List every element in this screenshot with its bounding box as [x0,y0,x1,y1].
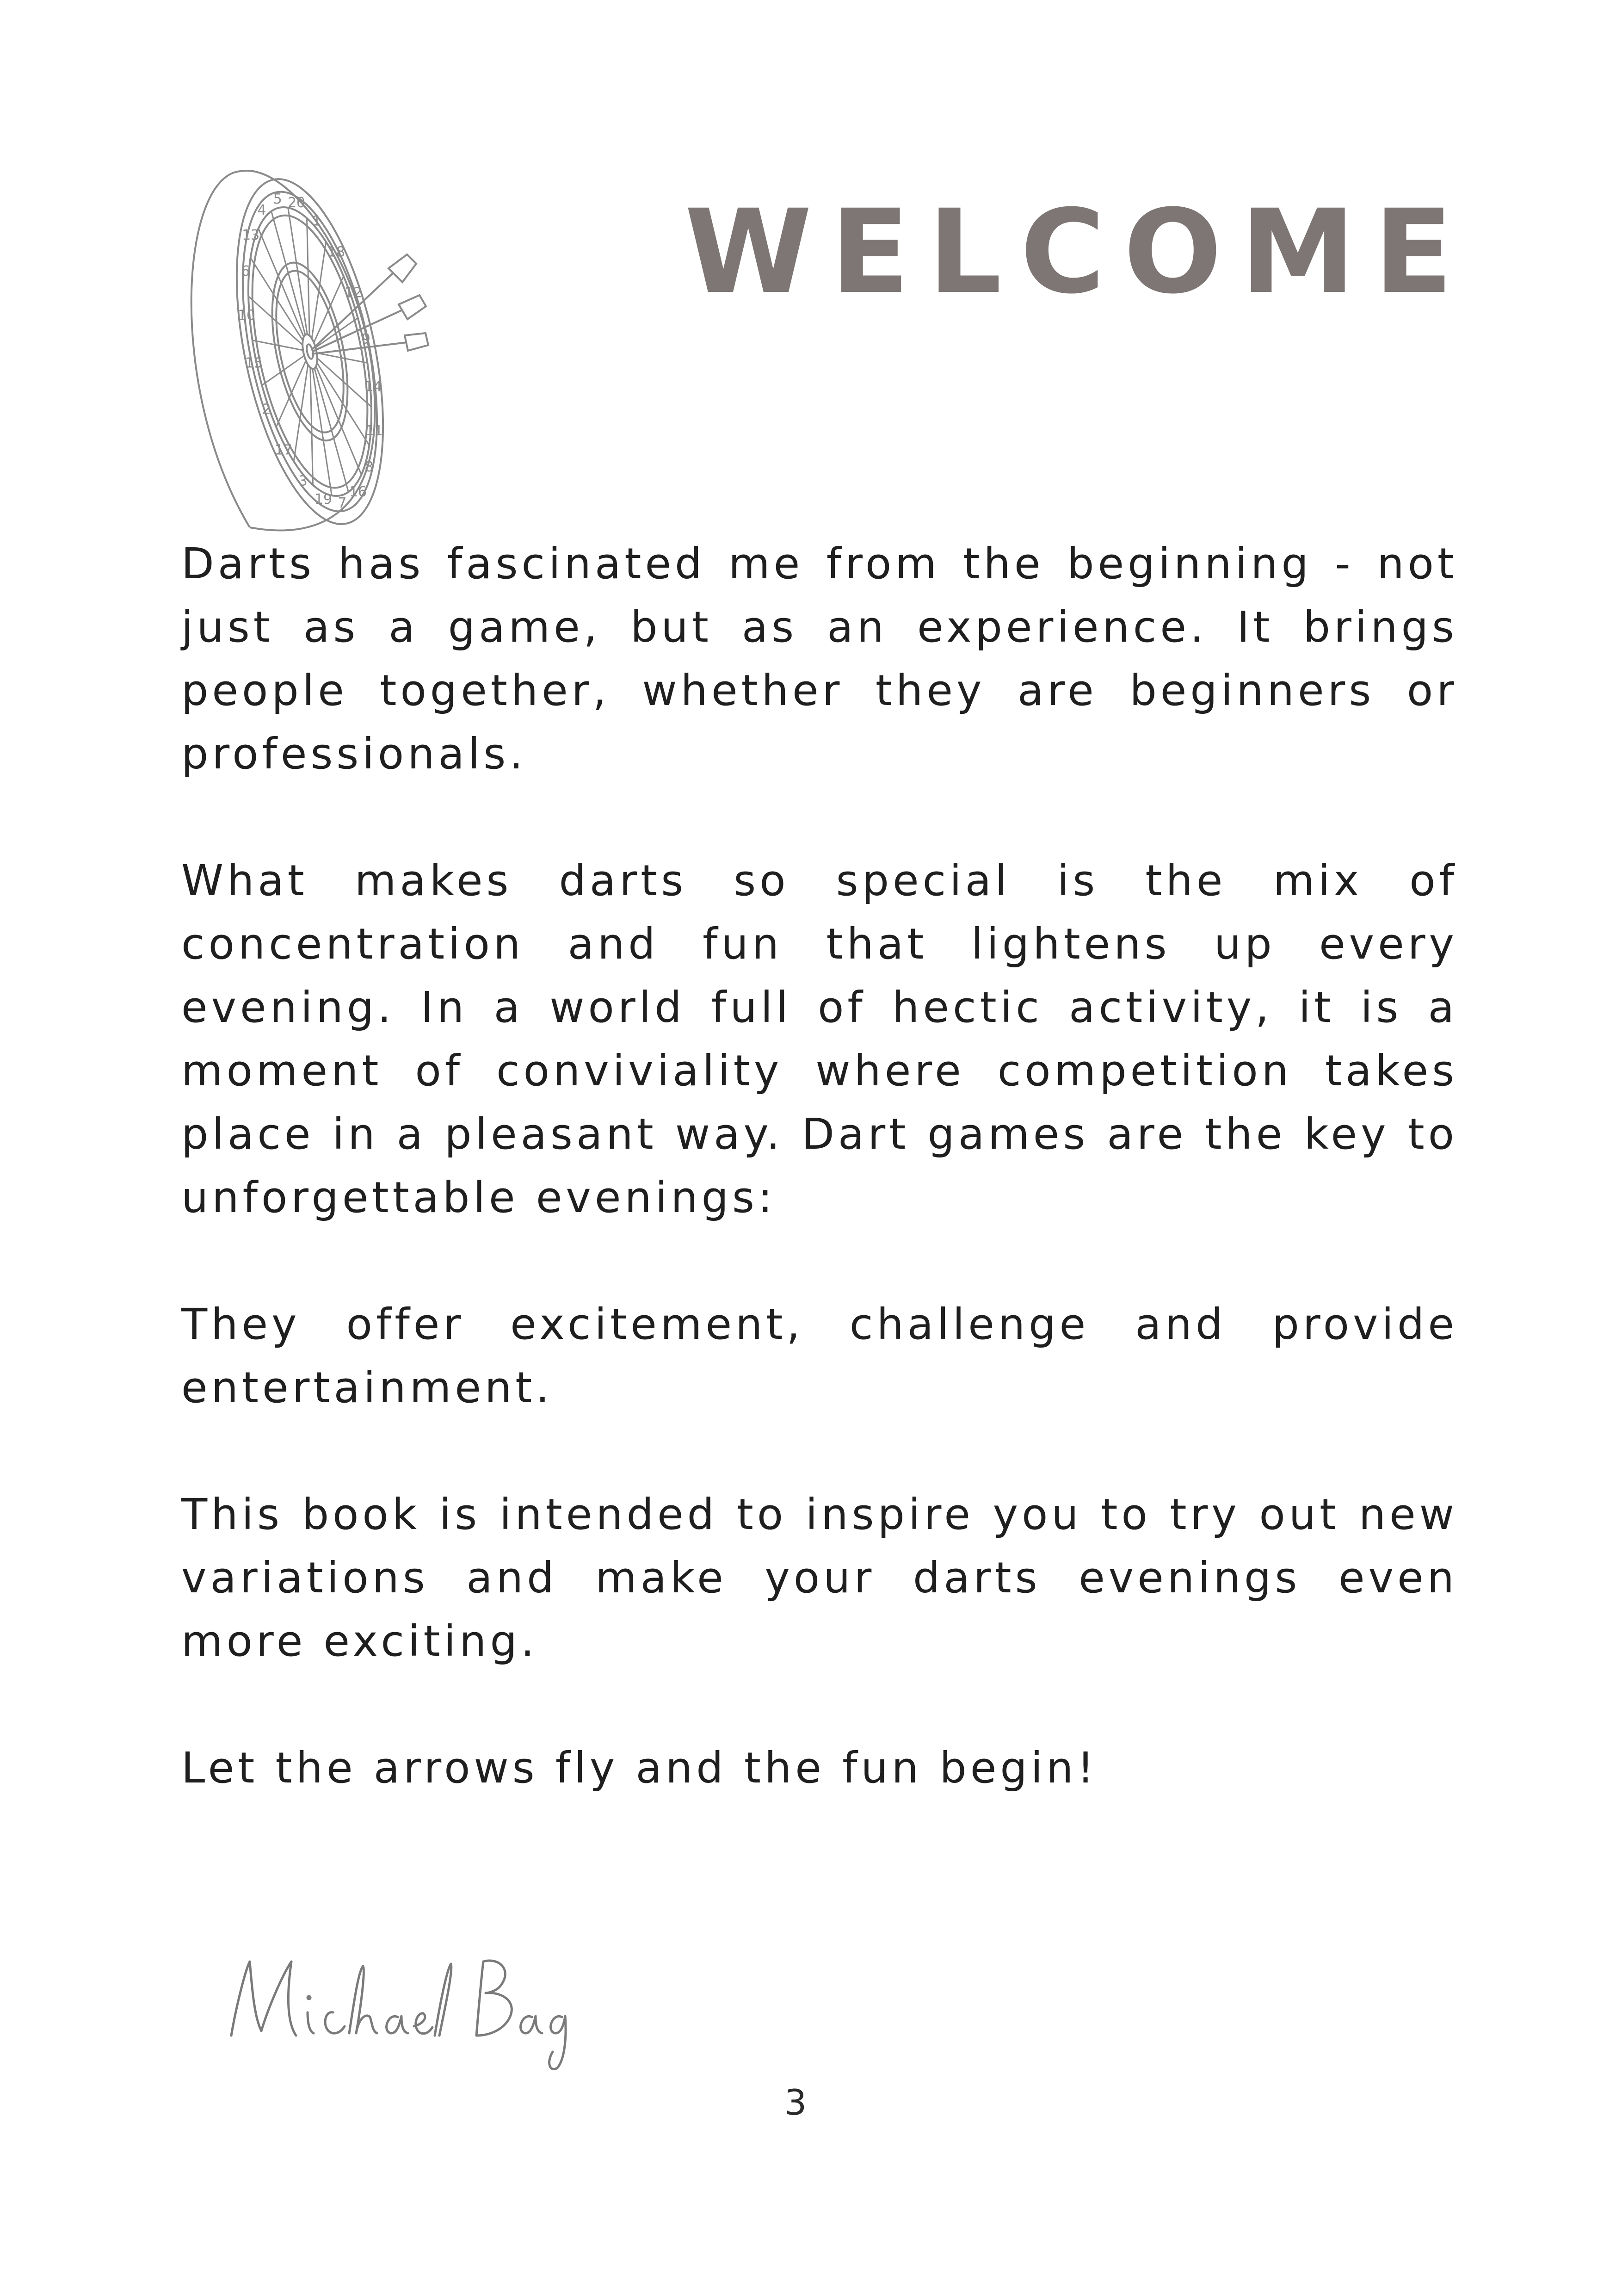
dartboard-number: 18 [327,244,345,260]
dartboard-number: 11 [365,422,383,439]
dartboard-number: 20 [287,194,306,211]
dartboard-number: 9 [361,331,370,347]
dartboard-number: 12 [344,285,362,301]
dartboard-number: 13 [242,227,260,243]
paragraph-special: What makes darts so special is the mix of concentration and fun that lightens up every evening. In a world full of hectic activity, it is a moment of conviviality where competition takes place in a pleasant way. Dart games are the key to unforgettable evenings: [181,856,1458,1222]
dartboard-number: 6 [241,263,250,280]
paragraph-offer: They offer excitement, challenge and provide entertainment. [181,1300,1458,1412]
dartboard-number: 4 [257,202,266,218]
dartboard-icon [171,157,430,541]
signature [217,1943,578,2073]
dartboard-number: 14 [364,378,382,395]
dartboard-number: 7 [338,495,347,512]
dartboard-number: 8 [364,459,374,476]
paragraph-intro: Darts has fascinated me from the beginning - not just as a game, but as an experience. It brings people together, whether they are beginners or professionals. [181,539,1458,779]
body-text [181,532,1458,1800]
paragraph-book-intent: This book is intended to inspire you to try out new variations and make your darts evenings even more exciting. [181,1490,1458,1666]
dartboard-number: 2 [262,401,271,418]
paragraph-closing: Let the arrows fly and the fun begin! [181,1743,1098,1793]
page-number: 3 [784,2082,807,2123]
dartboard-number: 19 [314,491,333,508]
dartboard-number: 3 [298,473,308,489]
dartboard-number: 15 [245,355,263,371]
page-title: WELCOME [685,185,1472,319]
dartboard-number: 5 [273,191,282,207]
dartboard-number: 16 [349,484,367,501]
dartboard-number: 17 [274,442,293,458]
dartboard-number: 10 [237,307,256,324]
dartboard-number: 1 [312,213,321,229]
